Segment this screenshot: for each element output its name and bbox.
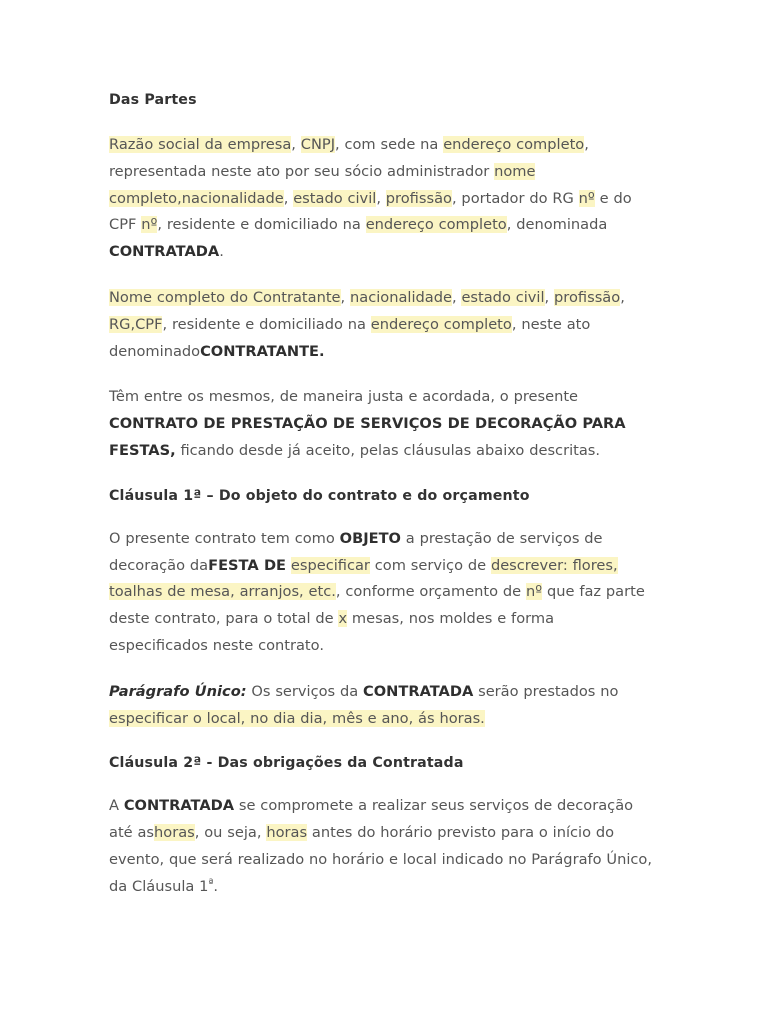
field-especificar-festa: especificar	[290, 556, 370, 574]
text-compromete-realizar: se compromete a realizar seus serviços de decoração até as	[109, 797, 634, 842]
ordinal-indicator-clausula-1: ª	[208, 877, 214, 890]
term-contratada: CONTRATADA	[109, 243, 220, 261]
field-estado-civil-socio: estado civil	[293, 189, 377, 207]
text-sep-1: ,	[291, 136, 301, 153]
text-residente: , residente e domiciliado na	[157, 216, 366, 234]
text-sep-6: ,	[544, 288, 555, 306]
field-profissao-socio: profissão	[385, 189, 452, 207]
text-com-sede-na: , com sede na	[335, 136, 444, 153]
text-period-1: .	[219, 243, 224, 261]
heading-clausula-2: Cláusula 2ª - Das obrigações da Contratada	[109, 755, 464, 772]
term-paragrafo-unico: Parágrafo Único:	[109, 682, 247, 700]
field-endereco-completo-socio: endereço completo	[365, 216, 507, 234]
field-nome-completo-contratante: Nome completo do Contratante	[109, 288, 341, 306]
document-body	[109, 90, 657, 901]
text-ou-seja: , ou seja,	[194, 824, 267, 842]
paragraph-contratada	[109, 132, 657, 266]
field-endereco-completo-empresa: endereço completo	[443, 136, 585, 153]
text-conforme-orcamento: , conforme orçamento de	[335, 583, 527, 601]
term-contratada-3: CONTRATADA	[123, 797, 235, 815]
text-antes-horario: antes do horário previsto para o início do evento, que será realizado no horário e local indicado no Parágrafo Único, da Cláusula 1	[109, 824, 652, 895]
field-orcamento-numero: nº	[526, 583, 543, 601]
field-descrever-servicos: descrever: flores, toalhas de mesa, arranjos, etc.	[109, 556, 618, 601]
text-neste-ato-denominado: , neste ato denominado	[109, 315, 591, 360]
text-prestacao-servicos: a prestação de serviços de decoração da	[109, 529, 603, 574]
text-mesas-moldes: mesas, nos moldes e forma especificados neste contrato.	[109, 610, 555, 654]
term-festa-de: FESTA DE	[208, 556, 287, 574]
field-local-data-hora: especificar o local, no dia dia, mês e ano, ás horas.	[109, 709, 485, 727]
field-nacionalidade-socio: nacionalidade	[181, 189, 284, 207]
paragraph-preambulo	[109, 384, 657, 464]
text-sep-5: ,	[451, 288, 462, 306]
text-com-servico-de: com serviço de	[369, 556, 491, 574]
field-cpf-numero: nº	[141, 216, 158, 234]
field-horas-1: horas	[154, 824, 195, 842]
field-estado-civil-contratante: estado civil	[461, 288, 545, 306]
paragraph-objeto	[109, 526, 657, 660]
field-razao-social: Razão social da empresa	[109, 136, 292, 153]
paragraph-contratante	[109, 285, 657, 365]
field-endereco-completo-contratante: endereço completo	[370, 315, 512, 333]
field-rg-numero: nº	[578, 189, 595, 207]
paragraph-paragrafo-unico	[109, 679, 657, 733]
heading-clausula-1: Cláusula 1ª – Do objeto do contrato e do orçamento	[109, 487, 530, 504]
field-horas-2: horas	[266, 824, 308, 842]
text-presente-contrato: O presente contrato tem como	[109, 529, 340, 547]
paragraph-obrigacoes	[109, 793, 657, 900]
text-sep-7: ,	[620, 288, 625, 306]
text-denominada: , denominada	[506, 216, 608, 234]
text-sep-2: ,	[283, 189, 294, 207]
text-os-servicos-da: Os serviços da	[246, 682, 364, 700]
field-nacionalidade-contratante: nacionalidade	[350, 288, 452, 306]
term-objeto: OBJETO	[339, 529, 401, 547]
text-representada: , representada neste ato por seu sócio administrador	[109, 136, 589, 180]
text-faz-parte: que faz parte deste contrato, para o total de	[109, 583, 645, 628]
text-ficando-aceito: ficando desde já aceito, pelas cláusulas abaixo descritas.	[175, 441, 601, 459]
text-tem-entre-os-mesmos: Têm entre os mesmos, de maneira justa e acordada, o presente	[109, 388, 579, 406]
field-nome-completo-socio: nome completo,	[109, 162, 536, 207]
text-portador-rg: , portador do RG	[451, 189, 579, 207]
text-serao-prestados: serão prestados no	[473, 682, 619, 700]
term-contrato-titulo: CONTRATO DE PRESTAÇÃO DE SERVIÇOS DE DECORAÇÃO PARA FESTAS,	[109, 415, 626, 459]
heading-das-partes: Das Partes	[109, 92, 197, 108]
text-do-cpf: e do CPF	[109, 189, 632, 234]
term-contratada-2: CONTRATADA	[363, 682, 474, 700]
field-total-mesas: x	[338, 610, 348, 628]
field-profissao-contratante: profissão	[554, 288, 621, 306]
field-rg-contratante: RG,	[109, 315, 136, 333]
field-cpf-contratante: CPF	[135, 315, 163, 333]
text-sep-4: ,	[340, 288, 350, 306]
text-residente-contratante: , residente e domiciliado na	[162, 315, 371, 333]
term-contratante: CONTRATANTE.	[200, 342, 325, 360]
text-a: A	[109, 797, 124, 815]
text-sep-3: ,	[376, 189, 386, 207]
text-period-2: .	[213, 877, 219, 895]
field-cnpj: CNPJ	[300, 136, 335, 153]
